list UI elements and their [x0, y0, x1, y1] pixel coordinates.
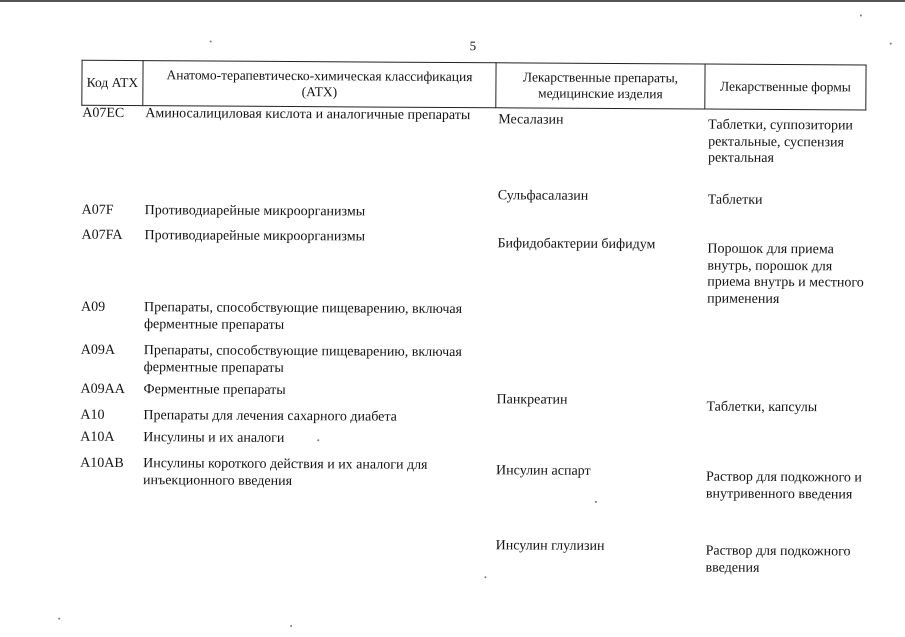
atx-name: Инсулины и их аналоги: [143, 430, 285, 446]
atx-code: A10A: [80, 429, 115, 445]
dosage-form: Таблетки: [707, 192, 763, 208]
dosage-form: Порошок для приема внутрь, порошок для приема внутрь и местного применения: [707, 241, 864, 307]
drug-name: Инсулин аспарт: [496, 463, 591, 479]
atx-code: A10AB: [80, 455, 124, 472]
scan-speck: [484, 576, 486, 578]
atx-code: A07FA: [81, 227, 123, 243]
atx-code: A07F: [81, 202, 114, 218]
dosage-form: Таблетки, капсулы: [706, 399, 818, 416]
atx-code: A09AA: [80, 381, 125, 398]
scan-speck: [860, 14, 862, 16]
atx-name: Препараты для лечения сахарного диабета: [143, 408, 397, 425]
header-atx: Анатомо-терапевтическо-химическая классификация (АТХ): [143, 61, 496, 108]
drug-name: Сульфасалазин: [497, 188, 589, 204]
atx-code: A10: [80, 407, 105, 423]
drug-name: Инсулин глулизин: [495, 538, 605, 554]
atx-code: A09: [81, 299, 106, 315]
atx-name: Препараты, способствующие пищеварению, включая ферментные препараты: [143, 300, 463, 333]
header-code: Код АТХ: [82, 60, 143, 105]
drug-name: Панкреатин: [496, 392, 568, 408]
header-drugs: Лекарственные препараты, медицинские изделия: [496, 63, 705, 109]
atx-name: Ферментные препараты: [143, 382, 286, 398]
atx-name: Препараты, способствующие пищеварению, включая ферментные препараты: [143, 343, 462, 376]
page-number: 5: [469, 38, 477, 54]
scan-speck: [58, 618, 60, 620]
table-row: [1, 185, 905, 208]
dosage-form: Раствор для подкожного и внутривенного введения: [705, 469, 862, 502]
drug-name: Бифидобактерии бифидум: [497, 236, 656, 253]
dosage-form: Раствор для подкожного введения: [705, 543, 851, 576]
atx-name: Аминосалициловая кислота и аналогичные препараты: [145, 106, 471, 124]
header-row: [82, 60, 866, 110]
scan-speck: [317, 439, 319, 441]
table-header: [81, 60, 866, 111]
atx-name: Противодиарейные микроорганизмы: [144, 203, 366, 220]
table-row: [0, 429, 904, 446]
scan-speck: [595, 501, 597, 503]
scan-speck: [210, 41, 212, 43]
table-row: [0, 342, 905, 376]
drug-name: Месалазин: [498, 112, 564, 128]
atx-name: Противодиарейные микроорганизмы: [144, 228, 366, 245]
atx-code: A09A: [80, 342, 116, 358]
scan-speck: [290, 625, 292, 627]
atx-code: A07EC: [82, 105, 125, 122]
table-row: [0, 455, 904, 502]
atx-name: Инсулины короткого действия и их аналоги для инъекционного введения: [142, 456, 428, 489]
dosage-form: Таблетки, суппозитории ректальные, суспензия ректальная: [707, 117, 854, 166]
table-row: [0, 535, 904, 576]
scan-speck: [890, 43, 892, 45]
header-forms: Лекарственные формы: [705, 64, 866, 110]
